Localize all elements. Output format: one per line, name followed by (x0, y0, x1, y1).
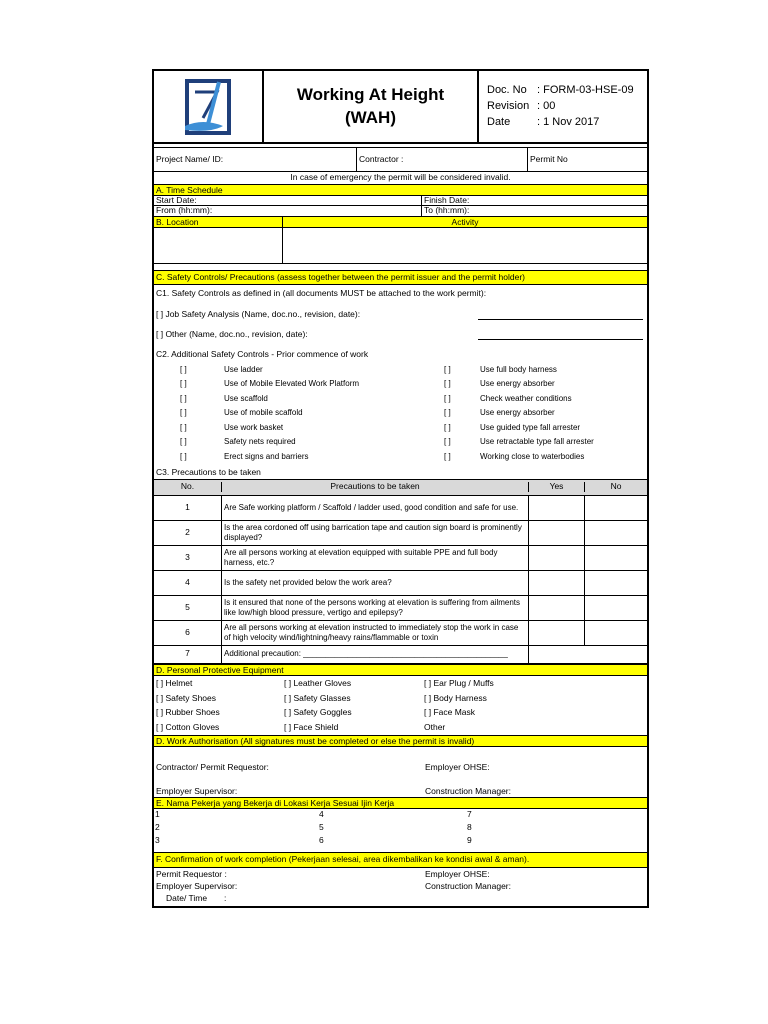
no-cell[interactable] (585, 571, 647, 595)
checkbox[interactable]: [ ] (180, 393, 187, 403)
table-row (154, 521, 647, 546)
table-body (154, 496, 647, 664)
c2-row (154, 407, 647, 422)
checkbox[interactable]: [ ] (180, 422, 187, 432)
checkbox[interactable]: [ ] (444, 422, 451, 432)
permit-no-field[interactable]: Permit No (530, 153, 568, 164)
c2-label: C2. Additional Safety Controls - Prior commence of work (156, 349, 369, 359)
yes-cell[interactable] (529, 621, 585, 645)
ppe-item[interactable]: [ ] Cotton Gloves (156, 721, 220, 732)
worker-slot[interactable]: 3 (155, 835, 160, 846)
table-row (154, 571, 647, 596)
c2-item-left: Use of Mobile Elevated Work Platform (224, 379, 360, 389)
yes-cell[interactable] (529, 546, 585, 570)
table-row (154, 546, 647, 571)
title-line-2: (WAH) (345, 107, 396, 127)
c2-item-right: Use energy absorber (480, 408, 555, 418)
form-header (152, 69, 649, 144)
doc-no-value: : FORM-03-HSE-09 (537, 84, 634, 96)
c2-row (154, 378, 647, 393)
jsa-check[interactable]: [ ] Job Safety Analysis (Name, doc.no., revision, date): (156, 309, 361, 320)
date-label: Date (487, 115, 511, 128)
ppe-list (154, 676, 647, 735)
no-cell[interactable] (585, 596, 647, 620)
th-yes: Yes (529, 482, 585, 491)
checkbox[interactable]: [ ] (444, 451, 451, 461)
row-precaution: Is it ensured that none of the persons working at elevation is suffering from ailments like low/high blood pressure, vertigo and epilepsy? (222, 596, 529, 620)
row-precaution: Is the area cordoned off using barrication tape and caution sign board is prominently displayed? (222, 521, 529, 545)
ppe-item[interactable]: [ ] Face Shield (284, 721, 339, 732)
ppe-row (154, 677, 647, 692)
section-f-title: F. Confirmation of work completion (Pekerjaan selesai, area dikembalikan ke kondisi awal & aman). (154, 852, 647, 868)
row-no: 1 (154, 496, 222, 520)
worker-slot[interactable]: 4 (319, 809, 324, 820)
contractor-field[interactable]: Contractor : (357, 148, 528, 171)
worker-list (154, 809, 647, 848)
checkbox[interactable]: [ ] (180, 437, 187, 447)
section-c-title: C. Safety Controls/ Precautions (assess together between the permit issuer and the permit holder) (154, 270, 647, 285)
revision-label: Revision (487, 99, 530, 112)
section-b-title: B. Location (154, 217, 283, 227)
ppe-item[interactable]: [ ] Rubber Shoes (156, 707, 220, 718)
doc-no-label: Doc. No (487, 84, 527, 96)
location-field[interactable] (154, 228, 283, 263)
ppe-item[interactable]: [ ] Safety Goggles (284, 707, 352, 718)
other-check[interactable]: [ ] Other (Name, doc.no., revision, date): (156, 329, 308, 340)
c2-item-left: Erect signs and barriers (224, 451, 309, 461)
row-precaution: Is the safety net provided below the work area? (222, 571, 529, 595)
ppe-item[interactable]: [ ] Ear Plug / Muffs (424, 678, 494, 689)
f-requestor[interactable]: Permit Requestor : (156, 868, 227, 879)
section-a-title: A. Time Schedule (154, 184, 647, 196)
from-time-field[interactable]: From (hh:mm): (154, 206, 422, 216)
form-title (264, 71, 479, 142)
row-no: 5 (154, 596, 222, 620)
f-datetime-colon: : (224, 892, 227, 903)
permit-form (152, 69, 649, 908)
worker-slot[interactable]: 6 (319, 835, 324, 846)
ppe-item[interactable]: [ ] Helmet (156, 678, 193, 689)
activity-label: Activity (451, 217, 479, 227)
project-field[interactable]: Project Name/ ID: (154, 148, 357, 171)
revision-value: : 00 (537, 99, 556, 112)
ppe-row (154, 691, 647, 706)
date-value: : 1 Nov 2017 (537, 115, 600, 128)
worker-row (154, 809, 647, 822)
worker-slot[interactable]: 8 (467, 822, 472, 833)
ppe-item[interactable]: [ ] Body Harness (424, 692, 487, 703)
checkbox[interactable]: [ ] (180, 379, 187, 389)
row-no: 7 (154, 646, 222, 663)
worker-slot[interactable]: 1 (155, 809, 160, 820)
emergency-note: In case of emergency the permit will be considered invalid. (290, 172, 511, 182)
row-no: 6 (154, 621, 222, 645)
no-cell[interactable] (585, 546, 647, 570)
doc-info (479, 71, 647, 142)
checkbox[interactable]: [ ] (180, 364, 187, 374)
checkbox[interactable]: [ ] (444, 408, 451, 418)
table-row (154, 646, 647, 664)
row-no: 2 (154, 521, 222, 545)
ppe-item[interactable]: [ ] Safety Shoes (156, 692, 217, 703)
manager-signature[interactable]: Construction Manager: (425, 786, 511, 797)
worker-slot[interactable]: 7 (467, 809, 472, 820)
checkbox[interactable]: [ ] (444, 364, 451, 374)
contractor-signature[interactable]: Contractor/ Permit Requestor: (156, 762, 269, 773)
ppe-item[interactable]: [ ] Face Mask (424, 707, 476, 718)
f-supervisor[interactable]: Employer Supervisor: (156, 880, 238, 891)
yes-cell[interactable] (529, 496, 585, 520)
c2-item-right: Check weather conditions (480, 393, 572, 403)
c2-item-left: Use scaffold (224, 393, 268, 403)
row-no: 4 (154, 571, 222, 595)
c2-item-left: Use of mobile scaffold (224, 408, 303, 418)
logo-mark-icon (183, 78, 233, 136)
c2-item-right: Use guided type fall arrester (480, 422, 581, 432)
checkbox[interactable]: [ ] (180, 408, 187, 418)
table-row (154, 496, 647, 521)
c2-row (154, 363, 647, 378)
yes-cell[interactable] (529, 571, 585, 595)
ppe-item[interactable]: [ ] Leather Gloves (284, 678, 352, 689)
checkbox[interactable]: [ ] (180, 451, 187, 461)
ppe-row (154, 706, 647, 721)
finish-date-field[interactable]: Finish Date: (424, 195, 470, 205)
section-e-title: E. Nama Pekerja yang Bekerja di Lokasi Kerja Sesuai Ijin Kerja (154, 797, 647, 809)
row-no: 3 (154, 546, 222, 570)
yes-cell[interactable] (529, 521, 585, 545)
yes-cell[interactable] (529, 596, 585, 620)
c2-item-right: Use full body harness (480, 364, 557, 374)
title-line-1: Working At Height (296, 84, 445, 104)
c3-label: C3. Precautions to be taken (156, 466, 261, 477)
row-precaution: Are all persons working at elevation equipped with suitable PPE and full body harness, etc.? (222, 546, 529, 570)
table-row (154, 596, 647, 621)
c2-item-right: Use retractable type fall arrester (480, 437, 594, 447)
form-body (152, 143, 649, 908)
c2-checklist (154, 361, 647, 465)
jsa-line[interactable] (478, 310, 643, 320)
table-row (154, 621, 647, 646)
company-logo (154, 71, 264, 142)
worker-row (154, 822, 647, 835)
start-date-field[interactable]: Start Date: (154, 196, 422, 205)
c2-row (154, 392, 647, 407)
ppe-row (154, 720, 647, 735)
table-header (154, 480, 647, 496)
section-b-header (154, 216, 647, 228)
f-datetime[interactable]: Date/ Time (166, 892, 208, 903)
checkbox[interactable]: [ ] (444, 437, 451, 447)
c2-row (154, 450, 647, 465)
c1-label: C1. Safety Controls as defined in (all documents MUST be attached to the work permit): (156, 288, 487, 298)
checkbox[interactable]: [ ] (444, 379, 451, 389)
other-line[interactable] (478, 330, 643, 340)
no-cell[interactable] (585, 496, 647, 520)
no-cell[interactable] (585, 521, 647, 545)
to-time-field[interactable]: To (hh:mm): (424, 205, 470, 215)
ppe-item[interactable]: Other (424, 721, 446, 732)
c2-item-left: Use work basket (224, 422, 284, 432)
row-precaution: Additional precaution: ______________________________________________ (222, 646, 529, 663)
c2-item-left: Safety nets required (224, 437, 296, 447)
c2-item-right: Use energy absorber (480, 379, 555, 389)
section-d2-title: D. Work Authorisation (All signatures must be completed or else the permit is invalid) (154, 735, 647, 747)
ppe-item[interactable]: [ ] Safety Glasses (284, 692, 351, 703)
row-precaution: Are Safe working platform / Scaffold / ladder used, good condition and safe for use. (222, 496, 529, 520)
worker-row (154, 835, 647, 848)
worker-slot[interactable]: 5 (319, 822, 324, 833)
c2-item-left: Use ladder (224, 364, 263, 374)
c2-row (154, 421, 647, 436)
worker-slot[interactable]: 2 (155, 822, 160, 833)
no-cell[interactable] (585, 621, 647, 645)
section-d-title: D. Personal Protective Equipment (154, 664, 647, 676)
f-employer-ohse[interactable]: Employer OHSE: (425, 868, 490, 879)
th-precautions: Precautions to be taken (222, 482, 529, 491)
row-precaution: Are all persons working at elevation instructed to immediately stop the work in case of high velocity wind/lightning/heavy rains/flammable or toxin (222, 621, 529, 645)
th-no-col: No (610, 481, 622, 492)
employer-ohse-signature[interactable]: Employer OHSE: (425, 762, 490, 773)
c2-item-right: Working close to waterbodies (480, 451, 585, 461)
worker-slot[interactable]: 9 (467, 835, 472, 846)
checkbox[interactable]: [ ] (444, 393, 451, 403)
th-no: No. (154, 482, 222, 491)
activity-field[interactable] (283, 228, 647, 263)
f-manager[interactable]: Construction Manager: (425, 880, 511, 891)
c2-row (154, 436, 647, 451)
precautions-table (154, 479, 647, 664)
supervisor-signature[interactable]: Employer Supervisor: (156, 786, 238, 797)
